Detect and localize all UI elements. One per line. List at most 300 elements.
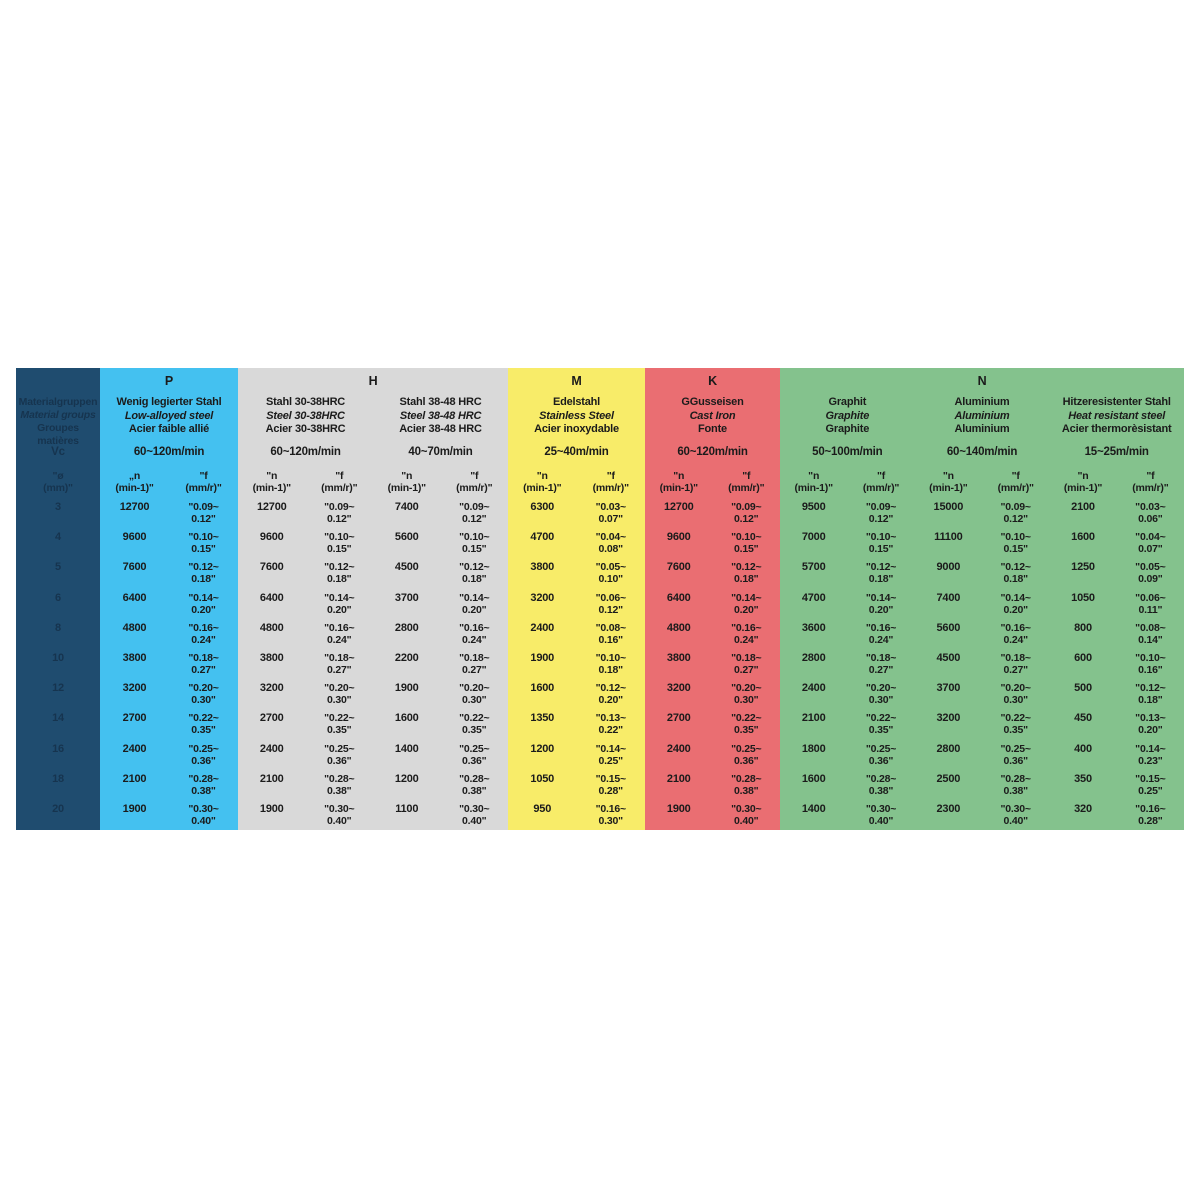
line-1: "0.10~ (731, 531, 762, 544)
line-2: 0.14" (1138, 633, 1163, 646)
data-row (373, 498, 508, 528)
data-row (100, 800, 238, 830)
material-groups-label-de: Materialgruppen (18, 396, 98, 408)
line-2: 0.24" (1003, 633, 1028, 646)
data-row (508, 800, 645, 830)
n-value: 450 (1074, 712, 1092, 725)
section-M (508, 368, 645, 830)
diameter-value: 14 (52, 712, 64, 725)
f-range (441, 709, 509, 739)
f-range (847, 589, 914, 619)
data-row (915, 619, 1050, 649)
line-1: "0.04~ (595, 531, 626, 544)
data-row (780, 589, 915, 619)
f-range (1117, 528, 1184, 558)
f-range (982, 770, 1049, 800)
line-2: 0.35" (327, 724, 352, 737)
line-2: 0.25" (1138, 784, 1163, 797)
data-rows (915, 498, 1050, 830)
data-row (780, 800, 915, 830)
f-range (847, 770, 914, 800)
section-N (780, 368, 1184, 830)
n-value: 1600 (1071, 531, 1095, 544)
f-range (713, 498, 781, 528)
n-value: 3800 (530, 561, 555, 574)
line-1: "0.09~ (865, 501, 897, 513)
line-1: "0.06~ (595, 591, 626, 604)
line-2: 0.18" (734, 573, 759, 586)
line-1: "0.20~ (188, 682, 219, 695)
material-name-line: Steel 30-38HRC (266, 409, 345, 422)
f-range (441, 649, 509, 679)
material-name (238, 394, 373, 440)
material-name-line: Stainless Steel (539, 409, 614, 422)
material-name (780, 394, 915, 440)
line-1: "0.18~ (324, 651, 355, 664)
f-range (306, 619, 374, 649)
material-name (508, 394, 645, 440)
line-2: (min-1)" (1063, 482, 1103, 494)
line-1: "0.13~ (1135, 712, 1166, 725)
line-1: "0.10~ (459, 531, 490, 544)
n-value: 3200 (936, 712, 961, 725)
f-range (982, 528, 1049, 558)
line-2: 0.24" (734, 633, 759, 646)
n-value: 1600 (394, 712, 419, 725)
data-row (508, 498, 645, 528)
f-range (1117, 679, 1184, 709)
line-1: "f (199, 470, 208, 482)
line-2: (min-1)" (523, 482, 562, 494)
column-headers (780, 464, 915, 498)
data-rows (645, 498, 780, 830)
line-1: "0.30~ (188, 802, 219, 815)
f-range (847, 800, 914, 830)
n-value: 7600 (666, 561, 691, 574)
n-value: 6400 (259, 591, 284, 604)
f-range (441, 800, 509, 830)
line-1: "0.20~ (459, 682, 490, 695)
f-range (1117, 619, 1184, 649)
cutting-data-table (16, 368, 1184, 830)
line-2: 0.24" (868, 633, 894, 646)
data-row (645, 619, 780, 649)
line-1: "0.30~ (1000, 802, 1031, 815)
material-name (1049, 394, 1184, 440)
f-range (847, 709, 914, 739)
line-1: "0.18~ (459, 651, 490, 664)
material-name-line: Aluminium (954, 409, 1010, 422)
line-2: 0.24" (191, 633, 216, 646)
line-1: "0.09~ (459, 501, 490, 513)
line-1: "f (470, 470, 479, 482)
data-row (373, 709, 508, 739)
line-1: "0.15~ (595, 772, 626, 785)
f-range (577, 589, 646, 619)
line-2: 0.20" (1138, 724, 1163, 737)
f-range (577, 528, 646, 558)
f-range (169, 649, 238, 679)
data-row (238, 740, 373, 770)
line-1: "0.16~ (1000, 621, 1031, 634)
section-K (645, 368, 780, 830)
f-range (169, 589, 238, 619)
data-row (645, 528, 780, 558)
n-value: 3600 (801, 621, 826, 634)
n-header (915, 464, 982, 498)
f-range (982, 800, 1049, 830)
data-row (780, 709, 915, 739)
line-2: 0.40" (734, 814, 759, 827)
f-range (306, 740, 374, 770)
line-1: "0.16~ (595, 802, 626, 815)
line-1: "f (876, 470, 886, 482)
n-value: 2300 (936, 802, 961, 815)
f-range (847, 619, 914, 649)
data-row (238, 498, 373, 528)
n-value: 3200 (259, 682, 284, 695)
n-value: 3800 (259, 651, 284, 664)
data-row (915, 770, 1050, 800)
line-1: "0.09~ (731, 501, 762, 513)
n-value: 320 (1074, 802, 1092, 815)
f-range (169, 740, 238, 770)
data-row (645, 589, 780, 619)
f-header (1117, 464, 1184, 498)
line-1: "0.14~ (595, 742, 626, 755)
material-column (508, 394, 645, 830)
line-2: 0.07" (598, 513, 623, 525)
n-value: 2200 (394, 651, 419, 664)
line-2: (mm/r)" (997, 482, 1034, 494)
column-headers (508, 464, 645, 498)
line-2: 0.27" (191, 663, 216, 676)
n-value: 15000 (933, 501, 964, 513)
diameter-rows (16, 498, 100, 830)
material-column (1049, 394, 1184, 830)
f-range (847, 679, 914, 709)
data-row (238, 558, 373, 588)
f-range (982, 589, 1049, 619)
material-name-line: Acier faible allié (128, 423, 210, 435)
line-2: 0.11" (1138, 603, 1163, 616)
n-value: 12700 (256, 501, 287, 513)
line-1: "0.12~ (459, 561, 490, 574)
vc-value: 60~140m/min (946, 446, 1018, 458)
line-1: "ø (52, 470, 64, 482)
line-1: "0.09~ (188, 501, 219, 513)
n-value: 11100 (934, 531, 963, 544)
material-name-line: Hitzeresistenter Stahl (1062, 396, 1171, 408)
n-value: 9600 (122, 531, 147, 544)
line-1: "0.25~ (865, 742, 897, 755)
line-2: 0.27" (734, 663, 759, 676)
material-column (780, 394, 915, 830)
data-row (780, 770, 915, 800)
f-range (1117, 558, 1184, 588)
line-1: "0.18~ (865, 651, 897, 664)
line-1: "0.08~ (1135, 621, 1166, 634)
n-value: 3700 (394, 591, 419, 604)
line-1: "0.16~ (459, 621, 490, 634)
line-2: 0.30" (868, 694, 894, 707)
f-range (577, 709, 646, 739)
line-1: "0.16~ (1135, 802, 1166, 815)
line-1: "0.12~ (595, 682, 626, 695)
material-name (915, 394, 1050, 440)
f-range (577, 800, 646, 830)
line-2: (min-1)" (115, 482, 154, 494)
line-2: (min-1)" (929, 482, 968, 494)
n-value: 2800 (801, 651, 826, 664)
column-headers (100, 464, 238, 498)
data-row (373, 679, 508, 709)
diameter-header (16, 464, 100, 498)
section-letter: P (164, 374, 174, 388)
data-row (100, 589, 238, 619)
data-row (1049, 528, 1184, 558)
data-row (100, 498, 238, 528)
n-value: 4500 (394, 561, 419, 574)
data-row (373, 619, 508, 649)
line-2: 0.07" (1138, 543, 1163, 556)
line-2: 0.16" (598, 633, 623, 646)
data-row (915, 558, 1050, 588)
f-range (441, 589, 509, 619)
line-2: (mm)" (43, 482, 73, 494)
line-1: "0.28~ (188, 772, 219, 785)
line-1: "0.30~ (865, 802, 897, 815)
line-1: "0.14~ (865, 591, 897, 604)
data-row (915, 589, 1050, 619)
f-range (982, 709, 1049, 739)
n-value: 9600 (259, 531, 284, 544)
vc-value: 25~40m/min (544, 446, 609, 458)
n-value: 3800 (666, 651, 691, 664)
line-1: "0.14~ (324, 591, 355, 604)
line-1: "n (536, 470, 548, 482)
n-value: 1050 (530, 772, 555, 785)
n-value: 4800 (122, 621, 147, 634)
n-value: 1200 (530, 742, 555, 755)
material-name-line: Heat resistant steel (1068, 409, 1166, 422)
data-row (373, 649, 508, 679)
n-value: 350 (1074, 772, 1092, 785)
n-value: 2800 (936, 742, 961, 755)
line-2: 0.40" (327, 814, 352, 827)
diameter-value: 20 (52, 802, 64, 815)
data-row (915, 709, 1050, 739)
vc-value: 50~100m/min (812, 446, 883, 458)
f-range (982, 619, 1049, 649)
line-2: 0.18" (1138, 694, 1163, 707)
line-1: "0.20~ (731, 682, 762, 695)
line-1: "n (401, 470, 413, 482)
n-value: 9500 (801, 501, 826, 513)
line-1: "0.22~ (188, 712, 219, 725)
material-name-line: Graphit (828, 396, 867, 408)
n-value: 7600 (122, 561, 147, 574)
line-2: (min-1)" (794, 482, 833, 494)
n-value: 2700 (122, 712, 147, 725)
line-2: 0.12" (734, 513, 759, 525)
f-range (577, 649, 646, 679)
diameter-value: 10 (52, 651, 64, 664)
data-row (1049, 649, 1184, 679)
n-value: 5600 (936, 621, 961, 634)
f-range (306, 770, 374, 800)
n-value: 1200 (394, 772, 419, 785)
line-2: 0.15" (462, 543, 487, 556)
n-value: 12700 (119, 501, 150, 513)
data-row (508, 619, 645, 649)
material-name-line: Graphite (825, 423, 870, 435)
n-value: 2500 (936, 772, 961, 785)
n-value: 1400 (394, 742, 419, 755)
data-row (1049, 770, 1184, 800)
line-1: "0.03~ (1135, 501, 1166, 513)
line-2: 0.30" (598, 814, 623, 827)
n-header (1049, 464, 1116, 498)
f-range (1117, 649, 1184, 679)
column-headers (373, 464, 508, 498)
line-2: 0.20" (734, 603, 759, 616)
line-2: (mm/r)" (862, 482, 900, 494)
data-row (780, 558, 915, 588)
f-range (847, 528, 914, 558)
line-2: 0.36" (734, 754, 759, 767)
n-value: 7600 (259, 561, 284, 574)
line-1: "0.12~ (1000, 561, 1031, 574)
line-2: 0.10" (598, 573, 623, 586)
material-name-line: Fonte (698, 423, 727, 435)
material-name-line: Acier 38-48 HRC (399, 423, 482, 435)
f-range (169, 709, 238, 739)
n-value: 800 (1074, 621, 1092, 634)
line-2: 0.12" (191, 513, 216, 525)
line-1: "0.20~ (324, 682, 355, 695)
f-range (713, 649, 781, 679)
f-range (1117, 498, 1184, 528)
f-range (577, 770, 646, 800)
line-2: 0.18" (598, 663, 623, 676)
data-row (508, 649, 645, 679)
data-row (915, 800, 1050, 830)
material-name (373, 394, 508, 440)
line-1: "0.16~ (188, 621, 219, 634)
line-2: 0.18" (462, 573, 487, 586)
f-range (306, 649, 374, 679)
material-name-line: Stahl 30-38HRC (265, 396, 346, 408)
line-1: "0.04~ (1135, 531, 1166, 544)
line-2: (min-1)" (252, 482, 291, 494)
diameter-value: 12 (52, 682, 64, 695)
line-1: "0.25~ (324, 742, 355, 755)
line-2: 0.15" (327, 543, 352, 556)
n-value: 1400 (801, 802, 826, 815)
f-range (577, 498, 646, 528)
diameter-value: 4 (55, 531, 61, 544)
line-1: "0.15~ (1135, 772, 1166, 785)
line-2: 0.20" (462, 603, 487, 616)
line-2: 0.27" (327, 663, 352, 676)
line-2: 0.06" (1138, 513, 1163, 525)
line-1: "0.18~ (1000, 651, 1031, 664)
line-2: (mm/r)" (321, 482, 358, 494)
n-header (645, 464, 713, 498)
data-row (508, 709, 645, 739)
section-columns (645, 394, 780, 830)
line-2: 0.35" (191, 724, 216, 737)
material-name-line: Cast Iron (689, 409, 736, 422)
line-2: 0.36" (868, 754, 894, 767)
f-range (306, 528, 374, 558)
data-row (1049, 740, 1184, 770)
n-value: 9600 (666, 531, 691, 544)
n-value: 5700 (801, 561, 826, 574)
data-row (100, 619, 238, 649)
f-range (577, 679, 646, 709)
n-value: 1900 (122, 802, 147, 815)
f-range (306, 558, 374, 588)
n-value: 3700 (936, 682, 961, 695)
line-2: 0.15" (868, 543, 894, 556)
f-range (441, 740, 509, 770)
line-1: "0.12~ (1135, 682, 1166, 695)
line-1: "0.10~ (1000, 531, 1031, 544)
n-value: 4700 (530, 531, 555, 544)
section-letter: M (571, 374, 582, 388)
f-header (306, 464, 374, 498)
line-1: "f (742, 470, 751, 482)
line-2: (min-1)" (659, 482, 698, 494)
line-2: 0.12" (462, 513, 487, 525)
data-row (645, 709, 780, 739)
line-1: "0.12~ (731, 561, 762, 574)
f-range (847, 740, 914, 770)
f-range (713, 528, 781, 558)
f-range (577, 558, 646, 588)
line-2: 0.27" (868, 663, 894, 676)
line-1: "0.09~ (324, 501, 355, 513)
line-2: 0.38" (734, 784, 759, 797)
n-value: 5600 (394, 531, 419, 544)
n-value: 2100 (666, 772, 691, 785)
f-range (169, 558, 238, 588)
data-row (780, 649, 915, 679)
line-1: "0.12~ (188, 561, 219, 574)
section-P (100, 368, 238, 830)
data-row (645, 740, 780, 770)
data-row (238, 649, 373, 679)
f-range (169, 498, 238, 528)
f-range (713, 558, 781, 588)
column-headers (915, 464, 1050, 498)
vc-value: 40~70m/min (408, 446, 473, 458)
material-name-line: Acier 30-38HRC (265, 423, 346, 435)
data-row (645, 558, 780, 588)
line-2: 0.38" (462, 784, 487, 797)
data-rows (238, 498, 373, 830)
n-value: 1900 (394, 682, 419, 695)
line-2: 0.20" (327, 603, 352, 616)
data-row (1049, 709, 1184, 739)
n-value: 2100 (1071, 501, 1095, 513)
line-2: 0.27" (1003, 663, 1028, 676)
line-1: "n (673, 470, 685, 482)
material-groups-label (16, 394, 100, 447)
data-row (238, 679, 373, 709)
